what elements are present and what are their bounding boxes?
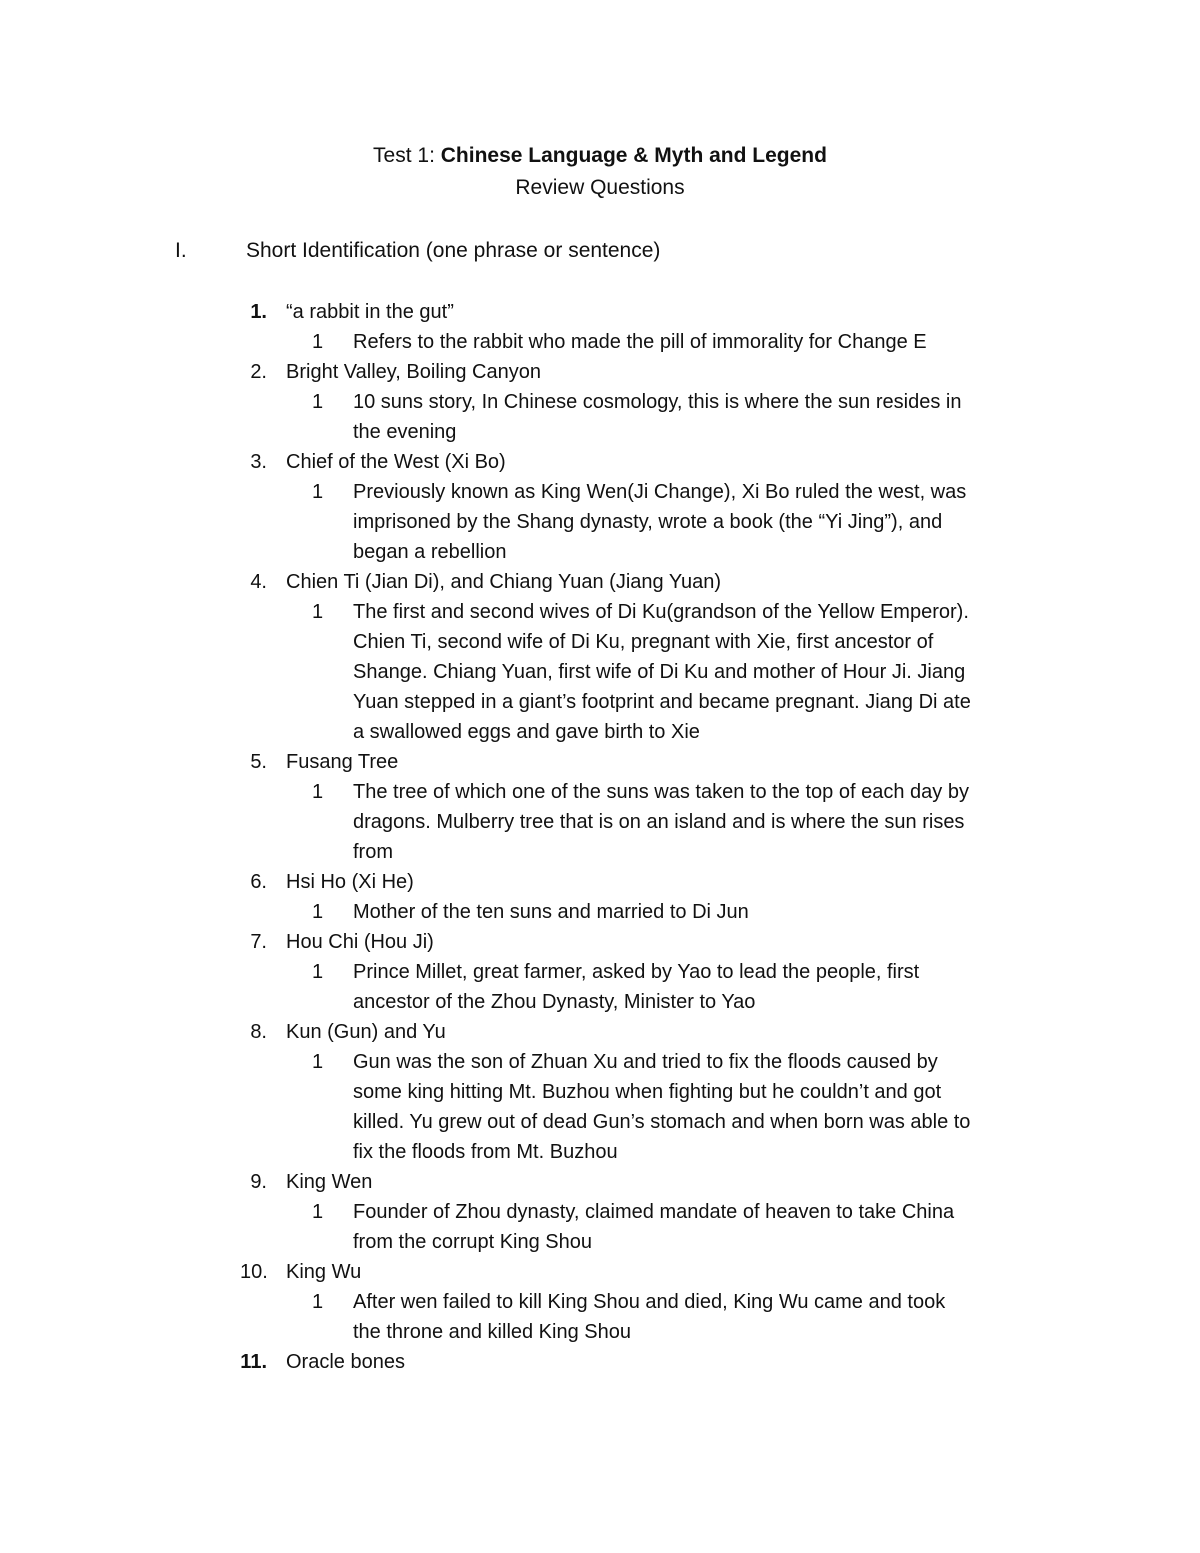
section-numeral: I. xyxy=(175,239,187,262)
question-item xyxy=(0,927,1200,957)
answer-bullet: 1 xyxy=(312,901,324,923)
answer-bullet: 1 xyxy=(312,1051,324,1073)
answer-line xyxy=(0,837,1200,867)
answer-text: Shange. Chiang Yuan, first wife of Di Ku and mother of Hour Ji. Jiang xyxy=(353,661,966,683)
answer-text: imprisoned by the Shang dynasty, wrote a book (the “Yi Jing”), and xyxy=(353,511,943,533)
answer-text: the evening xyxy=(353,421,457,443)
answer-line xyxy=(0,897,1200,927)
question-number: 11. xyxy=(240,1351,267,1373)
answer-bullet: 1 xyxy=(312,601,324,623)
answer-line xyxy=(0,327,1200,357)
answer-line xyxy=(0,1107,1200,1137)
answer-line xyxy=(0,957,1200,987)
answer-bullet: 1 xyxy=(312,391,324,413)
question-text: Kun (Gun) and Yu xyxy=(286,1021,446,1043)
question-item xyxy=(0,747,1200,777)
answer-text: Prince Millet, great farmer, asked by Yao to lead the people, first xyxy=(353,961,920,983)
answer-text: killed. Yu grew out of dead Gun’s stomach and when born was able to xyxy=(353,1111,971,1133)
answer-line xyxy=(0,1287,1200,1317)
question-item xyxy=(0,297,1200,327)
answer-text: a swallowed eggs and gave birth to Xie xyxy=(353,721,700,743)
question-number: 9. xyxy=(250,1171,267,1193)
answer-line xyxy=(0,777,1200,807)
answer-line xyxy=(0,717,1200,747)
question-item xyxy=(0,1347,1200,1377)
answer-text: some king hitting Mt. Buzhou when fighting but he couldn’t and got xyxy=(353,1081,942,1103)
answer-line xyxy=(0,477,1200,507)
question-item xyxy=(0,867,1200,897)
answer-line xyxy=(0,597,1200,627)
question-item xyxy=(0,357,1200,387)
title-bold: Chinese Language & Myth and Legend xyxy=(440,144,827,167)
question-text: King Wen xyxy=(286,1171,373,1193)
page-subtitle: Review Questions xyxy=(515,176,685,199)
answer-line xyxy=(0,1197,1200,1227)
question-item xyxy=(0,1167,1200,1197)
question-text: Chief of the West (Xi Bo) xyxy=(286,451,506,473)
answer-text: Chien Ti, second wife of Di Ku, pregnant with Xie, first ancestor of xyxy=(353,631,934,653)
question-number: 1. xyxy=(250,301,267,323)
question-number: 6. xyxy=(250,871,267,893)
answer-text: began a rebellion xyxy=(353,541,507,563)
answer-bullet: 1 xyxy=(312,961,324,983)
question-item xyxy=(0,1017,1200,1047)
answer-bullet: 1 xyxy=(312,781,324,803)
answer-text: Yuan stepped in a giant’s footprint and became pregnant. Jiang Di ate xyxy=(353,691,971,713)
answer-line xyxy=(0,657,1200,687)
answer-bullet: 1 xyxy=(312,331,324,353)
answer-text: The tree of which one of the suns was taken to the top of each day by xyxy=(353,781,969,803)
question-item xyxy=(0,567,1200,597)
answer-text: from xyxy=(353,841,393,863)
question-number: 8. xyxy=(250,1021,267,1043)
answer-line xyxy=(0,1077,1200,1107)
answer-text: After wen failed to kill King Shou and died, King Wu came and took xyxy=(353,1291,946,1313)
answer-text: ancestor of the Zhou Dynasty, Minister to Yao xyxy=(353,991,756,1013)
answer-text: from the corrupt King Shou xyxy=(353,1231,593,1253)
answer-text: 10 suns story, In Chinese cosmology, this is where the sun resides in xyxy=(353,391,962,413)
section-heading xyxy=(0,236,1200,266)
answer-line xyxy=(0,1227,1200,1257)
question-number: 7. xyxy=(250,931,267,953)
answer-line xyxy=(0,987,1200,1017)
question-number: 4. xyxy=(250,571,267,593)
question-text: King Wu xyxy=(286,1261,362,1283)
question-text: Hou Chi (Hou Ji) xyxy=(286,931,434,953)
answer-line xyxy=(0,537,1200,567)
question-number: 3. xyxy=(250,451,267,473)
answer-line xyxy=(0,627,1200,657)
answer-line xyxy=(0,1137,1200,1167)
question-text: Fusang Tree xyxy=(286,751,399,773)
answer-text: fix the floods from Mt. Buzhou xyxy=(353,1141,618,1163)
answer-text: Previously known as King Wen(Ji Change), Xi Bo ruled the west, was xyxy=(353,481,967,503)
title-prefix: Test 1: xyxy=(373,144,441,167)
question-text: “a rabbit in the gut” xyxy=(286,301,454,323)
question-number: 2. xyxy=(250,361,267,383)
page-title xyxy=(0,141,1200,171)
answer-line xyxy=(0,687,1200,717)
answer-line xyxy=(0,417,1200,447)
question-text: Hsi Ho (Xi He) xyxy=(286,871,414,893)
answer-bullet: 1 xyxy=(312,481,324,503)
answer-text: Mother of the ten suns and married to Di Jun xyxy=(353,901,749,923)
answer-line xyxy=(0,387,1200,417)
question-list xyxy=(0,297,1200,1377)
answer-line xyxy=(0,807,1200,837)
answer-line xyxy=(0,1317,1200,1347)
question-number: 5. xyxy=(250,751,267,773)
answer-bullet: 1 xyxy=(312,1201,324,1223)
answer-line xyxy=(0,507,1200,537)
question-item xyxy=(0,447,1200,477)
answer-line xyxy=(0,1047,1200,1077)
answer-text: Founder of Zhou dynasty, claimed mandate of heaven to take China xyxy=(353,1201,955,1223)
question-text: Oracle bones xyxy=(286,1351,405,1373)
question-number: 10. xyxy=(240,1261,268,1283)
answer-text: The first and second wives of Di Ku(grandson of the Yellow Emperor). xyxy=(353,601,969,623)
question-item xyxy=(0,1257,1200,1287)
answer-text: the throne and killed King Shou xyxy=(353,1321,631,1343)
answer-bullet: 1 xyxy=(312,1291,324,1313)
section-title: Short Identification (one phrase or sentence) xyxy=(246,239,661,262)
answer-text: Refers to the rabbit who made the pill of immorality for Change E xyxy=(353,331,927,353)
question-text: Chien Ti (Jian Di), and Chiang Yuan (Jiang Yuan) xyxy=(286,571,722,593)
answer-text: dragons. Mulberry tree that is on an island and is where the sun rises xyxy=(353,811,965,833)
question-text: Bright Valley, Boiling Canyon xyxy=(286,361,541,383)
answer-text: Gun was the son of Zhuan Xu and tried to fix the floods caused by xyxy=(353,1051,938,1073)
